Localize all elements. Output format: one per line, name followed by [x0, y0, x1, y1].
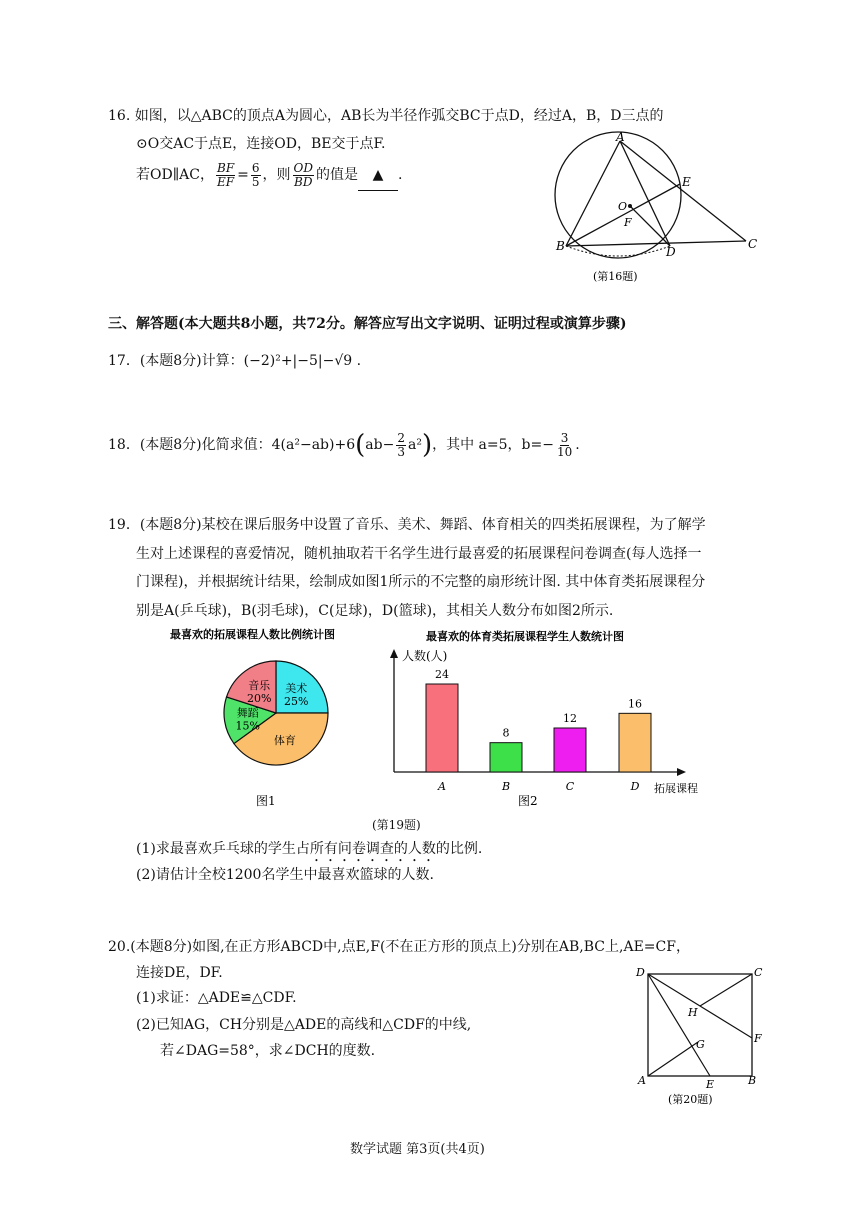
q18-inner: ab−	[365, 437, 395, 453]
label-b: B	[556, 239, 565, 253]
q19-sub1-suffix: 的比例.	[435, 841, 483, 857]
q16-answer-blank: ▲	[358, 160, 398, 191]
label-f: F	[754, 1032, 762, 1045]
frac-num: OD	[293, 160, 313, 175]
arc-bd	[566, 246, 670, 256]
bar-value-label: 24	[435, 668, 449, 681]
frac-num: 2	[397, 430, 405, 445]
q19-figures-caption: (第19题)	[372, 818, 421, 832]
pie-slice-value: 20%	[246, 691, 272, 705]
x-axis-arrow	[677, 768, 686, 776]
q20-figure	[630, 962, 770, 1112]
pie-slice-label: 美术	[285, 681, 308, 695]
frac-den: 10	[556, 444, 573, 459]
q19-line3: 门课程)，并根据统计结果，绘制成如图1所示的不完整的扇形统计图. 其中体育类拓展课程分	[136, 574, 706, 590]
seg-ch	[700, 974, 752, 1006]
label-a: A	[638, 1074, 646, 1087]
label-o: O	[618, 200, 628, 213]
pie-slice-label: 音乐	[248, 678, 271, 692]
q18-frac-2-3	[396, 432, 406, 459]
bar-category-label: D	[630, 780, 640, 793]
bar-title: 最喜欢的体育类拓展课程学生人数统计图	[426, 630, 624, 643]
q20-sub2a: (2)已知AG，CH分别是△ADE的高线和△CDF的中线,	[136, 1017, 472, 1033]
bar-value-label: 16	[628, 697, 642, 711]
q20-figure-caption: (第20题)	[668, 1093, 713, 1106]
pie-slice-label: 体育	[273, 734, 296, 748]
q16-line1	[108, 106, 663, 126]
bar-value-label: 8	[502, 726, 510, 740]
frac-num: 3	[560, 430, 569, 445]
q16-figure	[548, 128, 768, 288]
q18-line	[108, 425, 580, 465]
q19-sub1	[136, 838, 482, 865]
q19-line2: 生对上述课程的喜爱情况，随机抽取若干名学生进行最喜爱的拓展课程问卷调查(每人选择一	[136, 546, 702, 562]
label-d: D	[666, 245, 676, 259]
label-e: E	[706, 1078, 715, 1091]
q19-line1: 19．(本题8分)某校在课后服务中设置了音乐、美术、舞蹈、体育相关的四类拓展课程，为了解学	[108, 517, 706, 533]
bar	[490, 743, 522, 772]
frac-den: 3	[397, 444, 405, 459]
bar-category-label: A	[438, 780, 446, 793]
bar-xlabel: 拓展课程	[654, 782, 698, 795]
q16-line2-text: ⊙O交AC于点E，连接OD，BE交于点F.	[136, 136, 386, 152]
label-f: F	[624, 216, 632, 229]
pie-slice-label: 舞蹈	[236, 706, 259, 720]
label-b: B	[748, 1074, 757, 1087]
q18-prefix: 18．(本题8分)化简求值：4(a²−ab)+6	[108, 437, 356, 453]
bar-ylabel: 人数(人)	[402, 649, 448, 663]
seg-de	[648, 974, 710, 1076]
q16-frac-od-bd	[293, 162, 314, 189]
q16-eq: =	[237, 167, 249, 183]
frac-den: BD	[294, 174, 313, 189]
q18-rparen: )	[421, 430, 433, 460]
q16-frac-6-5	[251, 162, 261, 189]
q18-inner2: a²	[407, 437, 422, 453]
q19-sub2: (2)请估计全校1200名学生中最喜欢篮球的人数.	[136, 867, 434, 883]
q18-frac-3-10	[556, 432, 573, 459]
seg-be	[566, 184, 680, 246]
y-axis-arrow	[390, 649, 398, 658]
pie-chart	[160, 622, 380, 812]
frac-num: 6	[251, 160, 260, 175]
pie-title: 最喜欢的拓展课程人数比例统计图	[170, 628, 335, 641]
q18-lparen: (	[355, 430, 366, 460]
q20-line2: 连接DE，DF.	[136, 965, 223, 981]
label-d: D	[636, 966, 645, 979]
label-g: G	[696, 1038, 705, 1051]
footer: 数学试题 第3页(共4页)	[350, 1142, 485, 1157]
q20-line1: 20.(本题8分)如图,在正方形ABCD中,点E,F(不在正方形的顶点上)分别在AB,BC上,AE=CF，	[108, 939, 690, 955]
circle-o	[555, 132, 681, 258]
q18-mid: ，其中 a=5，b=−	[432, 437, 554, 453]
frac-den: EF	[217, 174, 235, 189]
bar-chart	[380, 622, 720, 812]
seg-ab	[566, 141, 620, 246]
q16-period: .	[398, 167, 403, 183]
q19-sub1-dotted: 所有问卷调查的人数	[309, 841, 436, 857]
frac-num: BF	[217, 160, 235, 175]
q18-end: .	[575, 437, 580, 453]
fig2-caption: 图2	[518, 794, 538, 808]
bar	[426, 684, 458, 772]
q16-figure-caption: (第16题)	[593, 270, 638, 283]
q16-line2	[136, 134, 385, 154]
seg-ac	[620, 141, 746, 241]
label-e: E	[682, 175, 691, 189]
bar	[619, 713, 651, 772]
q19-sub1-prefix: (1)求最喜欢乒乓球的学生占	[136, 841, 310, 857]
q20-sub2b: 若∠DAG=58°，求∠DCH的度数.	[160, 1043, 376, 1059]
bar	[554, 728, 586, 772]
bar-category-label: C	[565, 780, 575, 793]
q16-frac-bf-ef	[216, 162, 235, 189]
q17-text: 17．(本题8分)计算：(−2)²+|−5|−√9 .	[108, 353, 362, 369]
pie-slice-value: 15%	[235, 719, 260, 733]
seg-ag	[648, 1042, 698, 1076]
q19-line4: 别是A(乒乓球)，B(羽毛球)，C(足球)，D(篮球)，其相关人数分布如图2所示.	[136, 603, 614, 619]
label-c: C	[748, 237, 758, 251]
pie-slice-value: 25%	[283, 694, 309, 708]
frac-den: 5	[251, 174, 260, 189]
fig1-caption: 图1	[256, 794, 276, 808]
point-o	[628, 204, 632, 208]
pie-slices	[224, 661, 328, 765]
q16-line3-mid: ，则	[262, 167, 291, 183]
section3-title: 三、解答题(本大题共8小题，共72分。解答应写出文字说明、证明过程或演算步骤)	[108, 316, 627, 332]
q16-line1-text: 16. 如图，以△ABC的顶点A为圆心，AB长为半径作弧交BC于点D，经过A，B，D三点的	[108, 108, 664, 124]
label-c: C	[754, 966, 763, 979]
seg-od	[630, 206, 670, 246]
bar-category-label: B	[501, 780, 511, 793]
q20-sub1: (1)求证：△ADE≌△CDF.	[136, 990, 297, 1006]
q16-line3-prefix: 若OD∥AC，	[136, 167, 214, 183]
label-h: H	[688, 1006, 698, 1019]
bar-value-label: 12	[563, 712, 577, 725]
bar-marks	[426, 668, 651, 793]
q16-line3	[136, 160, 402, 191]
label-a: A	[616, 130, 625, 144]
q16-line3-suffix: 的值是	[316, 167, 358, 183]
